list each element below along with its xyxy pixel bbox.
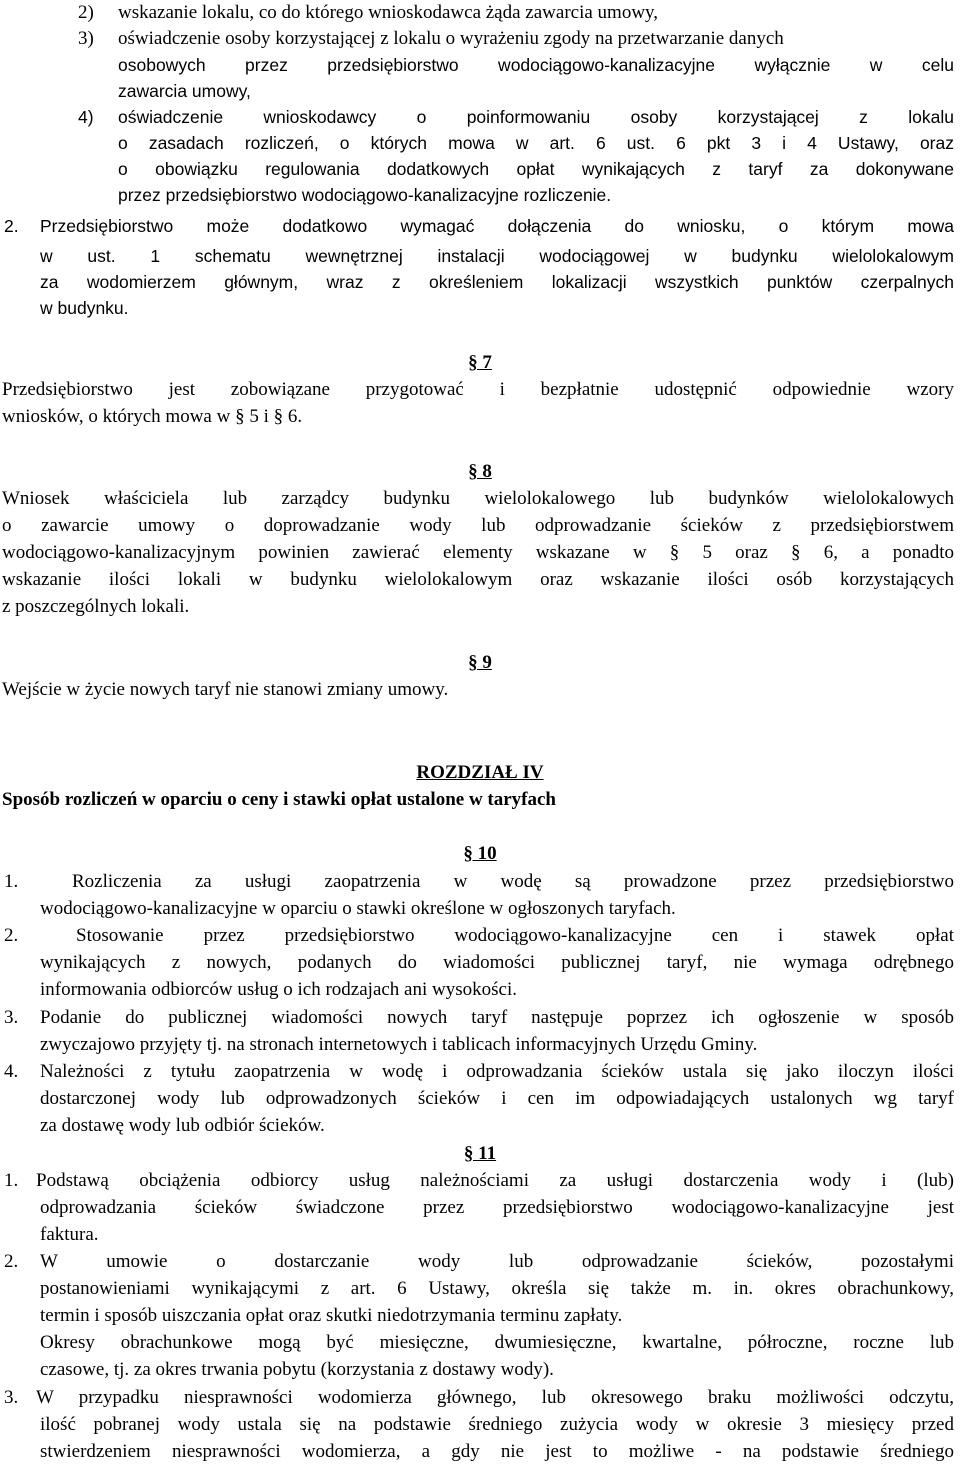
section-heading: § 8 xyxy=(468,461,492,482)
list-item-text: osobowych przez przedsiębiorstwo wodociągowo-kanalizacyjne wyłącznie w celu xyxy=(118,55,954,75)
list-number: 2. xyxy=(4,925,19,946)
list-item-text: W przypadku niesprawności wodomierza głównego, lub okresowego braku możliwości odczytu, xyxy=(36,1387,954,1408)
chapter-title: ROZDZIAŁ IV xyxy=(416,762,544,783)
list-item-text: oświadczenie wnioskodawcy o poinformowaniu osoby korzystającej z lokalu xyxy=(118,107,954,127)
paragraph-line: Przedsiębiorstwo jest zobowiązane przygotować i bezpłatnie udostępnić odpowiednie wzory xyxy=(2,379,954,400)
list-number: 4. xyxy=(4,1061,19,1082)
list-item-text: wodociągowo-kanalizacyjne w oparciu o stawki określone w ogłoszonych taryfach. xyxy=(40,898,676,919)
list-item-text: Okresy obrachunkowe mogą być miesięczne, dwumiesięczne, kwartalne, półroczne, roczne lub xyxy=(40,1332,954,1353)
list-number: 4) xyxy=(78,107,94,127)
list-item-text: Przedsiębiorstwo może dodatkowo wymagać dołączenia do wniosku, o którym mowa xyxy=(40,216,954,236)
section-heading: § 7 xyxy=(468,352,492,373)
list-item-text: w budynku. xyxy=(40,298,129,318)
section-heading: § 9 xyxy=(468,652,492,673)
list-number: 2. xyxy=(4,1251,19,1272)
list-item-text: odprowadzania ścieków świadczone przez przedsiębiorstwo wodociągowo-kanalizacyjne jest xyxy=(40,1197,954,1218)
section-heading: § 11 xyxy=(463,1143,497,1164)
list-item-text: stwierdzeniem niesprawności wodomierza, a gdy nie jest to możliwe - na podstawie średniego xyxy=(40,1441,954,1462)
list-item-text: informowania odbiorców usług o ich rodzajach ani wysokości. xyxy=(40,979,517,1000)
list-item-text: Podanie do publicznej wiadomości nowych taryf następuje poprzez ich ogłoszenie w sposób xyxy=(40,1007,954,1028)
list-number: 3. xyxy=(4,1007,19,1028)
list-item-text: wskazanie lokalu, co do którego wnioskodawca żąda zawarcia umowy, xyxy=(118,2,659,23)
list-item-text: dostarczonej wody lub odprowadzonych ścieków i cen im odpowiadających ustalonych wg taryf xyxy=(40,1088,954,1109)
paragraph-line: wskazanie ilości lokali w budynku wielolokalowym oraz wskazanie ilości osób korzystających xyxy=(2,569,954,590)
list-item-text: oświadczenie osoby korzystającej z lokalu o wyrażeniu zgody na przetwarzanie danych xyxy=(118,28,784,49)
list-item-text: za wodomierzem głównym, wraz z określeniem lokalizacji wszystkich punktów czerpalnych xyxy=(40,272,954,292)
list-item-text: W umowie o dostarczanie wody lub odprowadzanie ścieków, pozostałymi xyxy=(40,1251,954,1272)
paragraph-line: Wejście w życie nowych taryf nie stanowi zmiany umowy. xyxy=(2,679,449,700)
paragraph-line: wniosków, o których mowa w § 5 i § 6. xyxy=(2,406,303,427)
list-number: 1. xyxy=(4,1170,19,1191)
list-item-text: przez przedsiębiorstwo wodociągowo-kanalizacyjne rozliczenie. xyxy=(118,185,612,205)
list-item-text: w ust. 1 schematu wewnętrznej instalacji wodociągowej w budynku wielolokalowym xyxy=(40,246,954,266)
list-item-text: ilość pobranej wody ustala się na podstawie średniego zużycia wody w okresie 3 miesięcy przed xyxy=(40,1414,954,1435)
list-item-text: Stosowanie przez przedsiębiorstwo wodociągowo-kanalizacyjne cen i stawek opłat xyxy=(76,925,954,946)
list-number: 3. xyxy=(4,1387,19,1408)
list-item-text: zwyczajowo przyjęty tj. na stronach internetowych i tablicach informacyjnych Urzędu Gminy. xyxy=(40,1034,758,1055)
chapter-subtitle: Sposób rozliczeń w oparciu o ceny i stawki opłat ustalone w taryfach xyxy=(2,789,556,810)
paragraph-line: z poszczególnych lokali. xyxy=(2,596,190,617)
list-item-text: Podstawą obciążenia odbiorcy usług należnościami za usługi dostarczenia wody i (lub) xyxy=(36,1170,954,1191)
list-item-text: czasowe, tj. za okres trwania pobytu (korzystania z dostawy wody). xyxy=(40,1359,554,1380)
list-item-text: Rozliczenia za usługi zaopatrzenia w wodę są prowadzone przez przedsiębiorstwo xyxy=(72,871,954,892)
paragraph-line: o zawarcie umowy o doprowadzanie wody lub odprowadzanie ścieków z przedsiębiorstwem xyxy=(2,515,954,536)
list-number: 2. xyxy=(4,216,19,236)
list-item-text: termin i sposób uiszczania opłat oraz skutki niedotrzymania terminu zapłaty. xyxy=(40,1305,623,1326)
list-number: 3) xyxy=(78,28,94,49)
list-item-text: postanowieniami wynikającymi z art. 6 Ustawy, określa się także m. in. okres obrachunkowy, xyxy=(40,1278,954,1299)
list-item-text: o zasadach rozliczeń, o których mowa w art. 6 ust. 6 pkt 3 i 4 Ustawy, oraz xyxy=(118,133,954,153)
list-item-text: zawarcia umowy, xyxy=(118,81,251,101)
list-item-text: Należności z tytułu zaopatrzenia w wodę i odprowadzania ścieków ustala się jako iloczyn ilości xyxy=(40,1061,954,1082)
list-item-text: faktura. xyxy=(40,1224,99,1245)
section-heading: § 10 xyxy=(463,843,497,864)
paragraph-line: Wniosek właściciela lub zarządcy budynku wielolokalowego lub budynków wielolokalowych xyxy=(2,488,954,509)
list-number: 1. xyxy=(4,871,19,892)
list-item-text: za dostawę wody lub odbiór ścieków. xyxy=(40,1115,325,1136)
list-item-text: wynikających z nowych, podanych do wiadomości publicznej taryf, nie wymaga odrębnego xyxy=(40,952,954,973)
paragraph-line: wodociągowo-kanalizacyjnym powinien zawierać elementy wskazane w § 5 oraz § 6, a ponadto xyxy=(2,542,954,563)
list-number: 2) xyxy=(78,2,94,23)
list-item-text: o obowiązku regulowania dodatkowych opłat wynikających z taryf za dokonywane xyxy=(118,159,954,179)
